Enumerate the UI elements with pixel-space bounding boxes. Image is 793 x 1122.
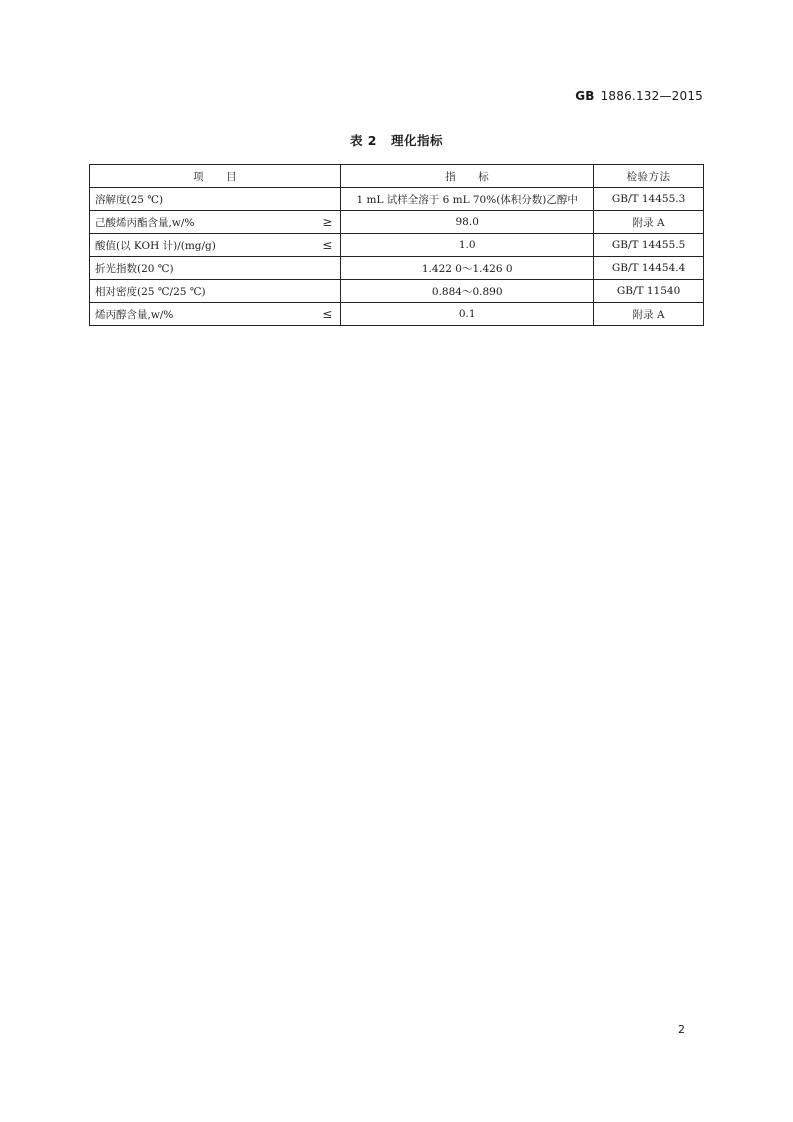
value-cell: 0.884～0.890 (341, 280, 594, 303)
item-cell (90, 188, 341, 211)
standard-number (575, 89, 703, 103)
table-row (90, 257, 704, 280)
standard-code: 1886.132—2015 (600, 89, 703, 103)
method-cell: GB/T 14455.5 (594, 234, 704, 257)
table-row (90, 188, 704, 211)
item-cell (90, 211, 341, 234)
column-header-item: 项 目 (90, 165, 341, 188)
comparison-symbol: ≤ (322, 307, 333, 321)
table-header-row (90, 165, 704, 188)
item-label: 相对密度(25 ℃/25 ℃) (95, 285, 206, 298)
method-cell: GB/T 14454.4 (594, 257, 704, 280)
value-cell: 1 mL 试样全溶于 6 mL 70%(体积分数)乙醇中 (341, 188, 594, 211)
table-title (0, 131, 793, 149)
column-header-method: 检验方法 (594, 165, 704, 188)
method-cell: 附录 A (594, 303, 704, 326)
table-row (90, 303, 704, 326)
table-name: 理化指标 (391, 133, 444, 148)
item-cell (90, 257, 341, 280)
method-cell: GB/T 11540 (594, 280, 704, 303)
comparison-symbol: ≤ (322, 238, 333, 252)
page-number: 2 (678, 1023, 685, 1036)
table-row (90, 280, 704, 303)
column-header-value: 指 标 (341, 165, 594, 188)
value-cell: 98.0 (341, 211, 594, 234)
value-cell: 0.1 (341, 303, 594, 326)
item-cell (90, 280, 341, 303)
item-label: 己酸烯丙酯含量,w/% (95, 216, 195, 229)
method-cell: GB/T 14455.3 (594, 188, 704, 211)
item-label: 烯丙醇含量,w/% (95, 308, 174, 321)
item-cell (90, 303, 341, 326)
value-cell: 1.0 (341, 234, 594, 257)
physicochemical-spec-table (89, 164, 704, 326)
table-number: 表 2 (349, 133, 378, 148)
item-cell (90, 234, 341, 257)
method-cell: 附录 A (594, 211, 704, 234)
item-label: 酸值(以 KOH 计)/(mg/g) (95, 239, 216, 252)
item-label: 折光指数(20 ℃) (95, 262, 174, 275)
value-cell: 1.422 0～1.426 0 (341, 257, 594, 280)
standard-prefix: GB (575, 89, 595, 103)
comparison-symbol: ≥ (322, 215, 333, 229)
table-row (90, 234, 704, 257)
table-row (90, 211, 704, 234)
item-label: 溶解度(25 ℃) (95, 193, 164, 206)
